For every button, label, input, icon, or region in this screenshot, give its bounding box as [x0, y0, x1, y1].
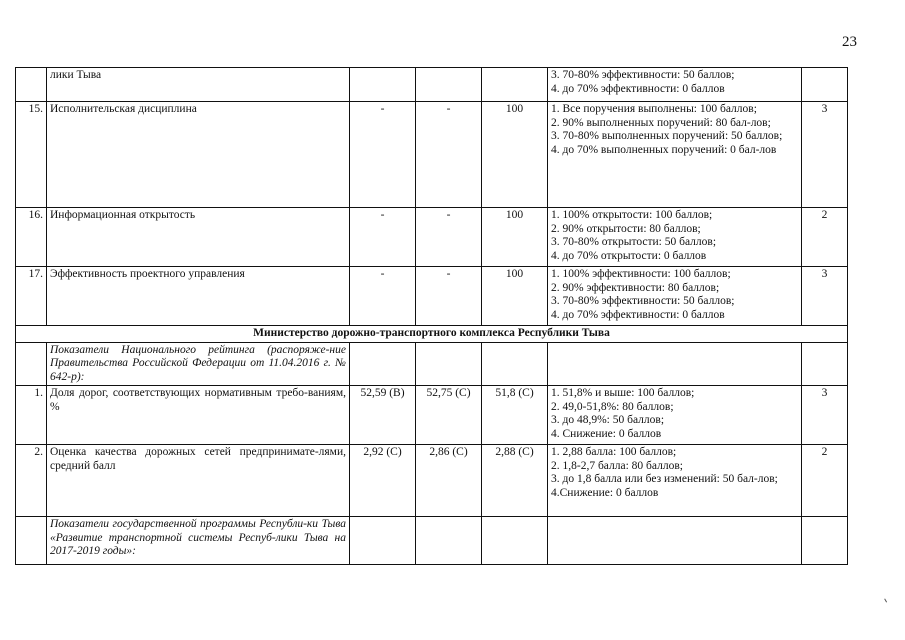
table-row — [16, 326, 848, 343]
indicator-name: Исполнительская дисциплина — [47, 102, 350, 208]
criteria-line: 3. до 1,8 балла или без изменений: 50 бал-лов; — [551, 473, 778, 485]
indicator-name: Доля дорог, соответствующих нормативным требо-ваниям, % — [47, 386, 350, 445]
weight: 2 — [802, 208, 848, 267]
criteria-cell — [548, 102, 802, 208]
table-row — [16, 386, 848, 445]
value-3: 2,88 (С) — [482, 445, 548, 517]
criteria-line: 2. 90% открытости: 80 баллов; — [551, 222, 701, 235]
weight: 2 — [802, 445, 848, 517]
row-number: 17. — [16, 267, 47, 326]
criteria-cell — [548, 267, 802, 326]
empty-cell — [548, 342, 802, 386]
value-1: - — [350, 208, 416, 267]
criteria-line: 3. 70-80% открытости: 50 баллов; — [551, 236, 717, 248]
criteria-line: 4. до 70% эффективности: 0 баллов — [551, 308, 725, 321]
criteria-line: 1. 100% эффективности: 100 баллов; — [551, 268, 731, 280]
criteria-line: 3. до 48,9%: 50 баллов; — [551, 414, 665, 426]
criteria-cell — [548, 445, 802, 517]
value-1: 2,92 (С) — [350, 445, 416, 517]
empty-cell — [16, 517, 47, 565]
value-1 — [350, 68, 416, 102]
empty-cell — [16, 342, 47, 386]
criteria-table — [15, 67, 848, 565]
value-3: 100 — [482, 267, 548, 326]
weight: 3 — [802, 386, 848, 445]
page-number: 23 — [842, 34, 857, 50]
table-row — [16, 517, 848, 565]
indicator-name: Оценка качества дорожных сетей предпринимате-лями, средний балл — [47, 445, 350, 517]
criteria-cell — [548, 68, 802, 102]
criteria-line: 1. 2,88 балла: 100 баллов; — [551, 446, 677, 458]
value-3: 100 — [482, 208, 548, 267]
subheader-national-rating: Показатели Национального рейтинга (распоряже-ние Правительства Российской Федерации от 11.04.2016 г. № 642-р): — [47, 342, 350, 386]
criteria-line: 4. до 70% эффективности: 0 баллов — [551, 82, 725, 95]
value-1: - — [350, 102, 416, 208]
criteria-cell — [548, 386, 802, 445]
row-number: 1. — [16, 386, 47, 445]
value-2: 52,75 (С) — [416, 386, 482, 445]
criteria-line: 1. 100% открытости: 100 баллов; — [551, 209, 713, 221]
value-2: - — [416, 102, 482, 208]
indicator-name: лики Тыва — [47, 68, 350, 102]
empty-cell — [350, 517, 416, 565]
table-row — [16, 208, 848, 267]
value-2: - — [416, 267, 482, 326]
value-3: 100 — [482, 102, 548, 208]
table-row — [16, 102, 848, 208]
criteria-line: 2. 1,8-2,7 балла: 80 баллов; — [551, 459, 683, 472]
criteria-line: 3. 70-80% эффективности: 50 баллов; — [551, 69, 735, 81]
criteria-line: 4. Снижение: 0 баллов — [551, 427, 662, 440]
weight: 3 — [802, 102, 848, 208]
empty-cell — [416, 517, 482, 565]
criteria-line: 2. 49,0-51,8%: 80 баллов; — [551, 400, 674, 413]
criteria-line: 4.Снижение: 0 баллов — [551, 486, 659, 499]
criteria-line: 3. 70-80% выполненных поручений: 50 баллов; — [551, 130, 783, 142]
table-row — [16, 68, 848, 102]
criteria-line: 1. 51,8% и выше: 100 баллов; — [551, 387, 695, 399]
empty-cell — [482, 342, 548, 386]
row-number — [16, 68, 47, 102]
weight: 3 — [802, 267, 848, 326]
subheader-state-program: Показатели государственной программы Республи-ки Тыва «Развитие транспортной системы Респуб-лики Тыва на 2017-2019 годы»: — [47, 517, 350, 565]
empty-cell — [802, 342, 848, 386]
value-1: 52,59 (В) — [350, 386, 416, 445]
scan-mark — [884, 598, 889, 603]
criteria-line: 2. 90% эффективности: 80 баллов; — [551, 281, 720, 294]
value-3 — [482, 68, 548, 102]
criteria-line: 4. до 70% открытости: 0 баллов — [551, 249, 707, 262]
row-number: 2. — [16, 445, 47, 517]
criteria-line: 3. 70-80% эффективности: 50 баллов; — [551, 295, 735, 307]
indicator-name: Эффективность проектного управления — [47, 267, 350, 326]
row-number: 16. — [16, 208, 47, 267]
value-2 — [416, 68, 482, 102]
criteria-cell — [548, 208, 802, 267]
value-1: - — [350, 267, 416, 326]
criteria-line: 4. до 70% выполненных поручений: 0 бал-лов — [551, 143, 777, 156]
weight — [802, 68, 848, 102]
value-2: - — [416, 208, 482, 267]
section-title: Министерство дорожно-транспортного комплекса Республики Тыва — [16, 326, 848, 343]
value-3: 51,8 (С) — [482, 386, 548, 445]
table-row — [16, 267, 848, 326]
criteria-line: 1. Все поручения выполнены: 100 баллов; — [551, 103, 757, 115]
value-2: 2,86 (С) — [416, 445, 482, 517]
row-number: 15. — [16, 102, 47, 208]
indicator-name: Информационная открытость — [47, 208, 350, 267]
empty-cell — [802, 517, 848, 565]
table-row — [16, 342, 848, 386]
empty-cell — [350, 342, 416, 386]
empty-cell — [416, 342, 482, 386]
empty-cell — [482, 517, 548, 565]
criteria-line: 2. 90% выполненных поручений: 80 бал-лов; — [551, 116, 771, 129]
empty-cell — [548, 517, 802, 565]
table-row — [16, 445, 848, 517]
